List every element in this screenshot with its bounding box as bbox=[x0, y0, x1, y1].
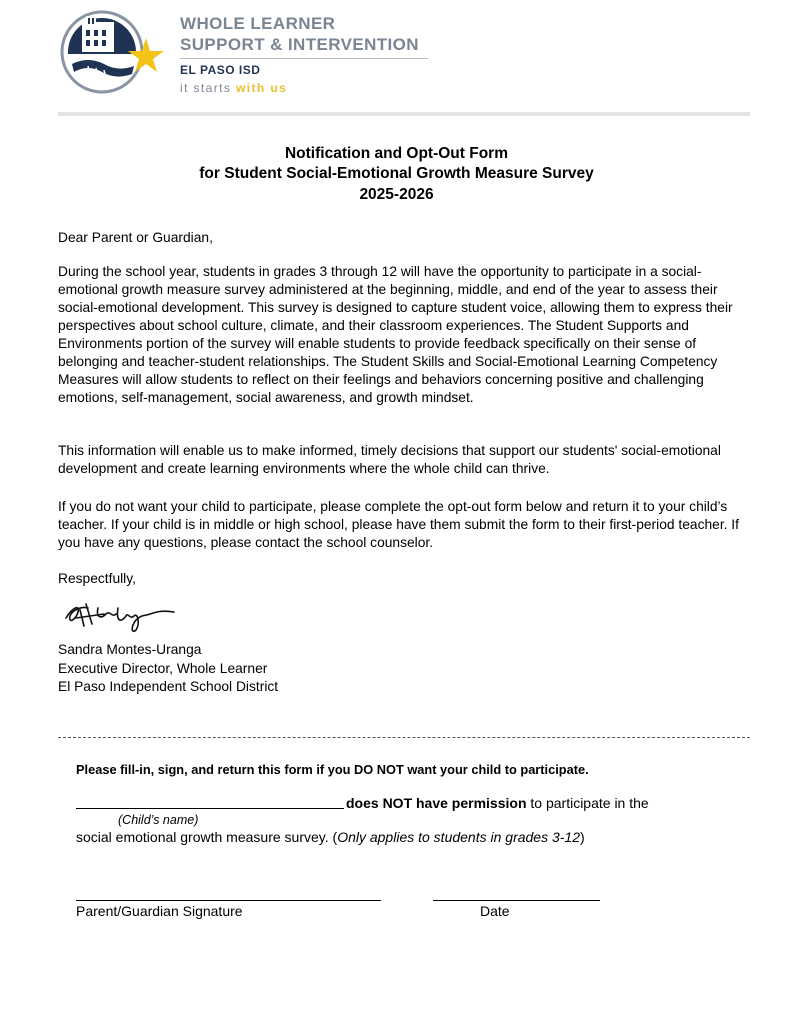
whole-learner-logo-icon bbox=[58, 8, 168, 98]
permission-rest: to participate in the bbox=[526, 795, 649, 811]
survey-applies-line bbox=[76, 829, 585, 845]
closing: Respectfully, bbox=[58, 571, 136, 586]
date-label: Date bbox=[480, 903, 510, 919]
cut-line-divider bbox=[58, 737, 750, 738]
tagline-prefix: it starts bbox=[180, 81, 237, 95]
permission-statement bbox=[346, 795, 649, 811]
child-name-label: (Child’s name) bbox=[118, 813, 199, 827]
form-title-line2: for Student Social-Emotional Growth Measure Survey bbox=[199, 165, 594, 182]
org-divider bbox=[180, 58, 428, 59]
signer-name: Sandra Montes-Uranga bbox=[58, 642, 202, 657]
tagline-emphasis: with us bbox=[236, 81, 288, 95]
survey-text: social emotional growth measure survey. ( bbox=[76, 829, 338, 845]
body-paragraph-3: If you do not want your child to participate, please complete the opt-out form below and return it to your child’s teacher. If your child is in middle or high school, please have them submit the form to their first-period teacher. If you have any questions, please contact the school counselor. bbox=[58, 499, 739, 550]
handwritten-signature-icon bbox=[58, 590, 188, 640]
org-name-line2: SUPPORT & INTERVENTION bbox=[180, 35, 419, 54]
parent-signature-field[interactable] bbox=[76, 900, 381, 901]
form-title-line1: Notification and Opt-Out Form bbox=[284, 145, 508, 162]
signer-organization: El Paso Independent School District bbox=[58, 679, 279, 694]
applies-close: ) bbox=[580, 829, 585, 845]
org-name-line1: WHOLE LEARNER bbox=[180, 14, 336, 33]
district-name: EL PASO ISD bbox=[180, 63, 261, 77]
child-name-field[interactable] bbox=[76, 808, 344, 809]
salutation: Dear Parent or Guardian, bbox=[58, 230, 213, 245]
signer-title: Executive Director, Whole Learner bbox=[58, 661, 268, 676]
header-divider bbox=[58, 112, 750, 116]
form-title-year: 2025-2026 bbox=[359, 186, 434, 203]
permission-bold: does NOT have permission bbox=[346, 795, 527, 811]
tagline bbox=[180, 81, 287, 95]
body-paragraph-2: This information will enable us to make informed, timely decisions that support our students' social-emotional development and create learning environments where the whole child can thrive. bbox=[58, 443, 721, 476]
date-field[interactable] bbox=[433, 900, 600, 901]
applies-note: Only applies to students in grades 3-12 bbox=[337, 829, 580, 845]
form-instruction: Please fill-in, sign, and return this form if you DO NOT want your child to participate. bbox=[76, 762, 589, 777]
parent-signature-label: Parent/Guardian Signature bbox=[76, 903, 243, 919]
body-paragraph-1: During the school year, students in grades 3 through 12 will have the opportunity to participate in a social-emotional growth measure survey administered at the beginning, middle, and end of the year to assess their social-emotional development. This survey is designed to capture student voice, allowing them to express their perspectives about school culture, climate, and their classroom experiences. The Student Supports and Environments portion of the survey will enable students to provide feedback specifically on their sense of belonging and teacher-student relationships. The Student Skills and Social-Emotional Learning Competency Measures will allow students to reflect on their feelings and behaviors concerning positive and challenging emotions, self-management, social awareness, and growth mindset. bbox=[58, 264, 733, 405]
